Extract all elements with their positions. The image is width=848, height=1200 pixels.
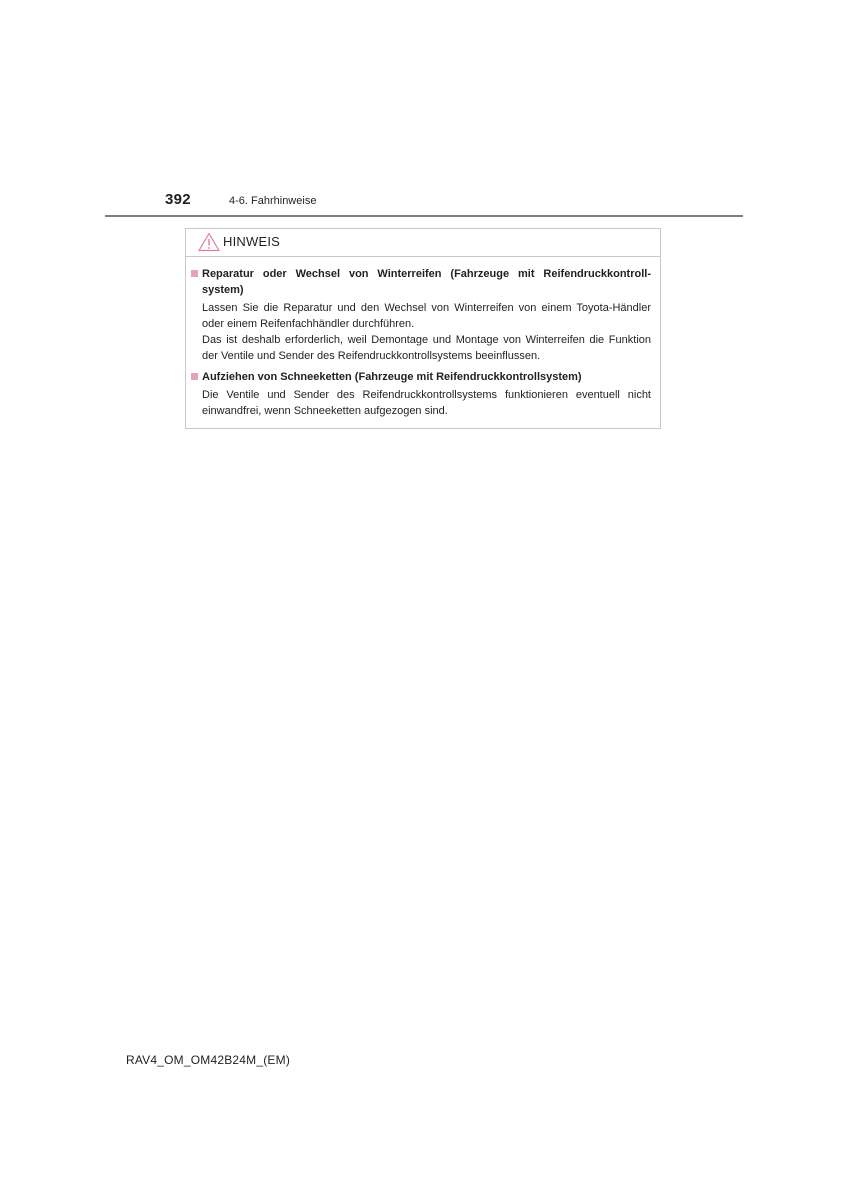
item-paragraph: Lassen Sie die Reparatur und den Wechsel von Winterreifen von einem Toyota-Händler oder einem Reifenfachhändler durchführen. bbox=[202, 302, 651, 330]
item-heading-text: Aufziehen von Schneeketten (Fahrzeuge mit Reifendruckkontrollsystem) bbox=[202, 371, 582, 383]
item-heading bbox=[190, 369, 651, 385]
document-code: RAV4_OM_OM42B24M_(EM) bbox=[126, 1053, 291, 1067]
notice-box bbox=[185, 228, 661, 429]
notice-item bbox=[190, 266, 651, 364]
header-rule bbox=[105, 215, 743, 217]
item-heading-text: Reparatur oder Wechsel von Winterreifen (Fahrzeuge mit Reifendruckkontroll-system) bbox=[202, 268, 651, 296]
bullet-square bbox=[191, 373, 198, 380]
warning-icon bbox=[198, 232, 220, 252]
item-text bbox=[190, 387, 651, 419]
bullet-square bbox=[191, 270, 198, 277]
item-heading bbox=[190, 266, 651, 298]
notice-body bbox=[186, 257, 660, 419]
section-title: 4-6. Fahrhinweise bbox=[229, 195, 317, 207]
notice-title: HINWEIS bbox=[223, 234, 281, 249]
item-paragraph: Das ist deshalb erforderlich, weil Demontage und Montage von Winterreifen die Funktion der Ventile und Sender des Reifendruckkontrollsystems beeinflussen. bbox=[202, 334, 651, 362]
page-number: 392 bbox=[165, 191, 191, 208]
notice-item bbox=[190, 369, 651, 419]
item-paragraph: Die Ventile und Sender des Reifendruckkontrollsystems funktionieren eventuell nicht einwandfrei, wenn Schneeketten aufgezogen sind. bbox=[202, 389, 651, 417]
item-text bbox=[190, 300, 651, 364]
notice-header bbox=[186, 229, 660, 257]
